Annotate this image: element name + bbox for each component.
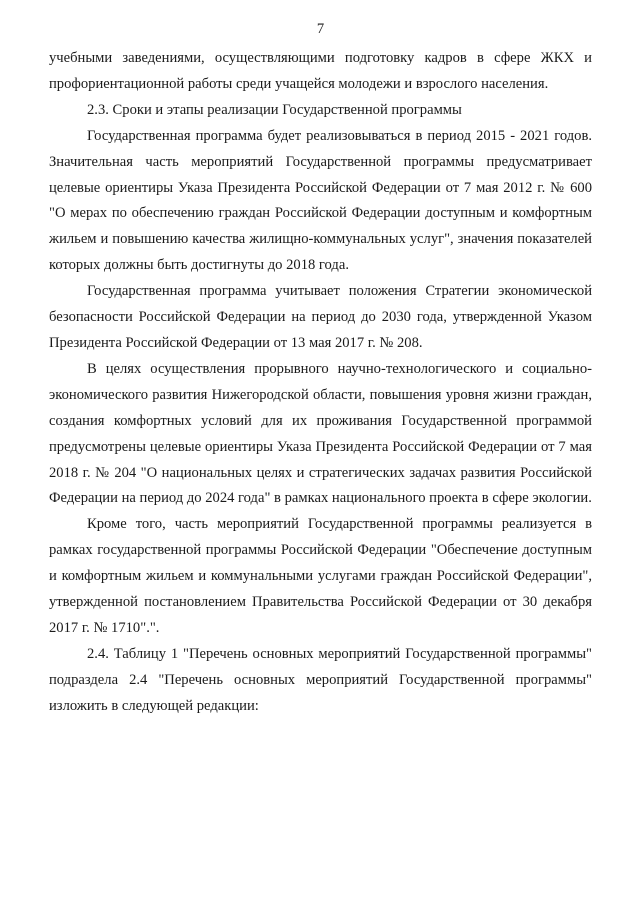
paragraph-table-1-edit: 2.4. Таблицу 1 "Перечень основных мероприятий Государственной программы" подраздела 2.4 "Перечень основных мероприятий Государственной программы" изложить в следующей редакции: xyxy=(49,645,592,714)
page-number: 7 xyxy=(316,21,325,37)
paragraph-national-goals: В целях осуществления прорывного научно-технологического и социально-экономического развития Нижегородской области, повышения уровня жизни граждан, создания комфортных условий для их проживания Государственной программой предусмотрены целевые ориентиры Указа Президента Российской Федерации от 7 мая 2018 г. № 204 "О национальных целях и стратегических задачах развития Российской Федерации на период до 2024 года" в рамках национального проекта в сфере экологии. xyxy=(49,360,592,507)
section-heading-2-3: 2.3. Сроки и этапы реализации Государственной программы xyxy=(87,101,462,118)
paragraph-security-strategy: Государственная программа учитывает положения Стратегии экономической безопасности Российской Федерации на период до 2030 года, утвержденной Указом Президента Российской Федерации от 13 мая 2017 г. № 208. xyxy=(49,283,592,351)
paragraph-federal-program: Кроме того, часть мероприятий Государственной программы реализуется в рамках государственной программы Российской Федерации "Обеспечение доступным и комфортным жильем и коммунальными услугами граждан Российской Федерации", утвержденной постановлением Правительства Российской Федерации от 30 декабря 2017 г. № 1710".". xyxy=(49,516,592,636)
paragraph-continuation: учебными заведениями, осуществляющими подготовку кадров в сфере ЖКХ и профориентационной работы среди учащейся молодежи и взрослого населения. xyxy=(49,50,592,92)
paragraph-program-period: Государственная программа будет реализовываться в период 2015 - 2021 годов. Значительная часть мероприятий Государственной программы предусматривает целевые ориентиры Указа Президента Российской Федерации от 7 мая 2012 г. № 600 "О мерах по обеспечению граждан Российской Федерации доступным и комфортным жильем и повышению качества жилищно-коммунальных услуг", значения показателей которых должны быть достигнуты до 2018 года. xyxy=(49,127,592,274)
